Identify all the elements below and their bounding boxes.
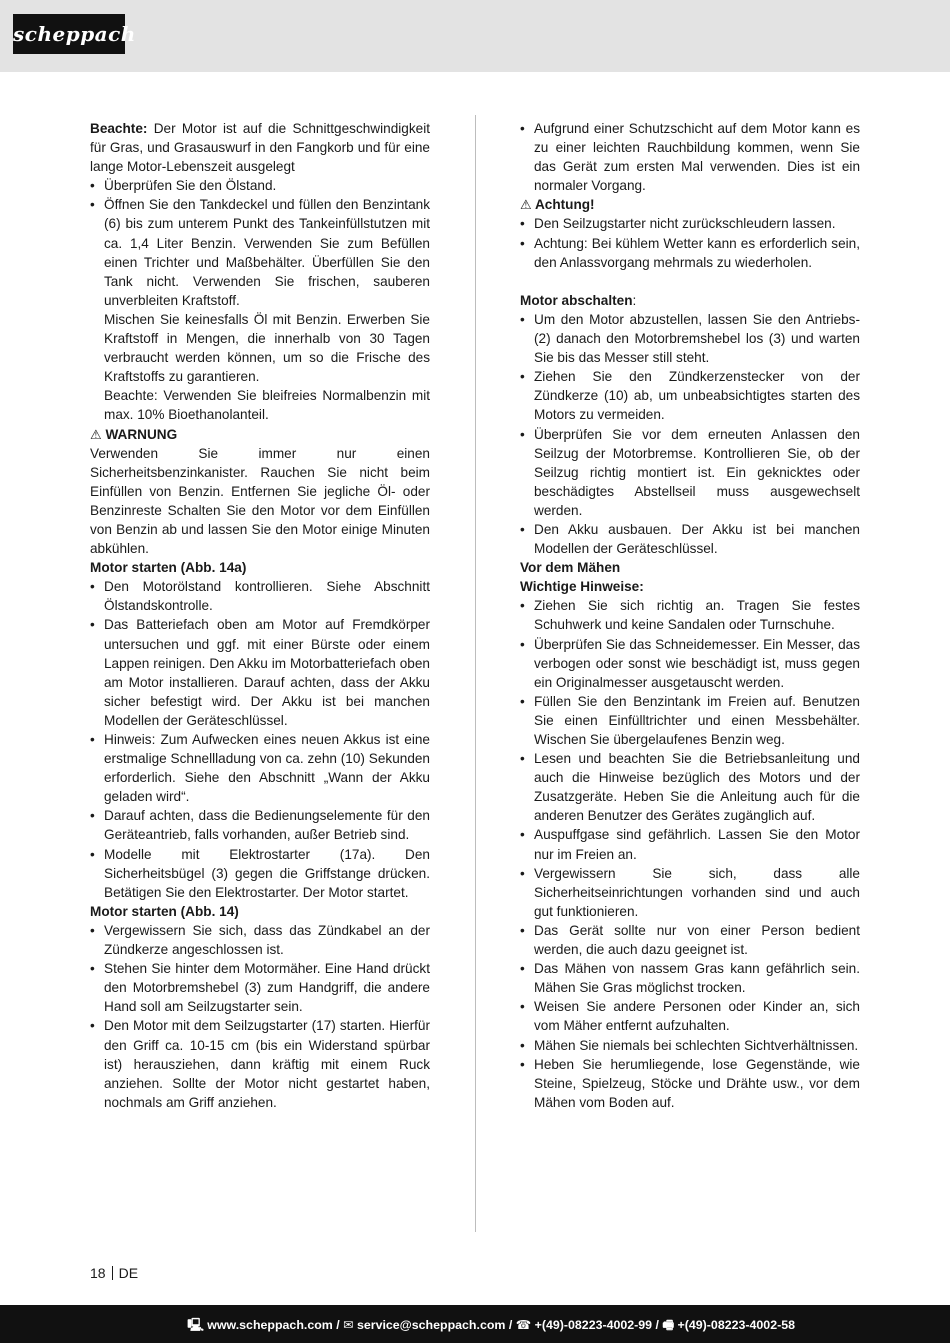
section-title-before-mowing: Vor dem Mähen [520, 560, 621, 576]
list-item: • Auspuffgase sind gefährlich. Lassen Sie den Motor nur im Freien an. [520, 825, 860, 863]
list-item: • Ziehen Sie den Zündkerzenstecker von der Zündkerze (10) ab, um unbeabsichtigtes starten des Motors zu vermeiden. [520, 367, 860, 424]
section-title-stop [520, 291, 860, 310]
list-item: • Heben Sie herumliegende, lose Gegenstände, wie Steine, Spielzeug, Stöcke und Drähte usw., vor dem Mähen vom Boden auf. [520, 1055, 860, 1112]
warning-text: Verwenden Sie immer nur einen Sicherheitsbenzinkanister. Rauchen Sie nicht beim Einfüllen von Benzin. Entfernen Sie jegliche Öl- oder Benzinreste Schalten Sie den Motor vor dem Einfüllen von Benzin ab und lassen Sie den Motor einige Minuten abkühlen. [90, 445, 430, 557]
warning-icon: ⚠ [90, 426, 102, 442]
list-item: • Den Motorölstand kontrollieren. Siehe Abschnitt Ölstandskontrolle. [90, 577, 430, 615]
note-label: Beachte: [90, 121, 148, 136]
section-title-hints: Wichtige Hinweise: [520, 579, 644, 595]
column-divider [475, 115, 476, 1232]
right-column [520, 119, 860, 1112]
fuel-continuation: Mischen Sie keinesfalls Öl mit Benzin. Erwerben Sie Kraftstoff in Mengen, die innerhalb von 30 Tagen verbraucht werden können, um so die Frische des Kraftstoffs zu garantieren. [104, 311, 430, 385]
list-item: • Vergewissern Sie sich, dass alle Sicherheitseinrichtungen vorhanden sind und auch gut funktionieren. [520, 864, 860, 921]
warning-title: WARNUNG [105, 426, 178, 442]
list-item: • Weisen Sie andere Personen oder Kinder an, sich vom Mäher entfernt aufzuhalten. [520, 997, 860, 1035]
list-item: • Ziehen Sie sich richtig an. Tragen Sie festes Schuhwerk und keine Sandalen oder Turnschuhe. [520, 596, 860, 634]
list-item: • Achtung: Bei kühlem Wetter kann es erforderlich sein, den Anlassvorgang mehrmals zu wiederholen. [520, 234, 860, 272]
list-item: • Aufgrund einer Schutzschicht auf dem Motor kann es zu einer leichten Rauchbildung kommen, wenn Sie das Gerät zum ersten Mal verwenden. Dies ist ein normaler Vorgang. [520, 119, 860, 195]
list-item: • Das Gerät sollte nur von einer Person bedient werden, die auch dazu geeignet ist. [520, 921, 860, 959]
start-14-list [90, 921, 430, 1112]
stop-list [520, 310, 860, 558]
section-title-start-14: Motor starten (Abb. 14) [90, 903, 239, 919]
left-column [90, 119, 430, 1112]
list-item: • Öffnen Sie den Tankdeckel und füllen den Benzintank (6) bis zum unterem Punkt des Tankeinfüllstutzen mit ca. 1,4 Liter Benzin. Verwenden Sie zum Befüllen einen Trichter und Maßbehälter. Überfüllen Sie den Tank nicht. Verwenden Sie frischen, sauberen unverbleiten Kraftstoff. [90, 195, 430, 310]
list-item: • Das Mähen von nassem Gras kann gefährlich sein. Mähen Sie Gras möglichst trocken. [520, 959, 860, 997]
stop-colon: : [632, 292, 637, 308]
list-item: • Das Batteriefach oben am Motor auf Fremdkörper untersuchen und ggf. mit einer Bürste oder einem Lappen reinigen. Den Akku im Motorbatteriefach oben am Motor installieren. Darauf achten, dass der Akku sicher befestigt wird. Der Akku ist bei manchen Modellen der Geräteschlüssel. [90, 615, 430, 730]
page-footer [0, 1305, 950, 1343]
list-item: • Mähen Sie niemals bei schlechten Sichtverhältnissen. [520, 1036, 860, 1055]
list-item: • Den Seilzugstarter nicht zurückschleudern lassen. [520, 214, 860, 233]
caution-list [520, 214, 860, 271]
contact-line: 🖳 www.scheppach.com / ✉ service@scheppach.com / ☎ +(49)-08223-4002-99 / 🖷 +(49)-08223-4002-58 [187, 1318, 795, 1332]
stop-title: Motor abschalten [520, 292, 633, 308]
engine-note [90, 119, 430, 176]
list-item: • Stehen Sie hinter dem Motormäher. Eine Hand drückt den Motorbremshebel (3) zum Handgriff, die andere Hand soll am Seilzugstarter sein. [90, 959, 430, 1016]
list-item: • Überprüfen Sie den Ölstand. [90, 176, 430, 195]
list-item: • Überprüfen Sie das Schneidemesser. Ein Messer, das verbogen oder sonst wie beschädigt ist, muss gegen ein Originalmesser ausgetauscht werden. [520, 635, 860, 692]
list-item: • Darauf achten, dass die Bedienungselemente für den Geräteantrieb, falls vorhanden, außer Betrieb sind. [90, 806, 430, 844]
caution-heading [520, 195, 860, 214]
page-number-separator [112, 1266, 113, 1280]
page-header [0, 0, 950, 72]
start-14a-list [90, 577, 430, 902]
page-number-value: 18 [90, 1265, 106, 1281]
list-item: • Füllen Sie den Benzintank im Freien auf. Benutzen Sie einen Einfülltrichter und einen Messbehälter. Wischen Sie übergelaufenes Benzin weg. [520, 692, 860, 749]
note-text: Der Motor ist auf die Schnittgeschwindigkeit für Gras, und Grasauswurf in den Fangkorb und für eine lange Motor-Lebenszeit ausgelegt [90, 121, 430, 175]
warning-icon: ⚠ [520, 197, 532, 213]
warning-heading [90, 425, 430, 444]
list-item: • Modelle mit Elektrostarter (17a). Den Sicherheitsbügel (3) gegen die Griffstange drücken. Betätigen Sie den Elektrostarter. Der Motor startet. [90, 845, 430, 902]
fuel-note: Beachte: Verwenden Sie bleifreies Normalbenzin mit max. 10% Bioethanolanteil. [104, 388, 430, 423]
list-item: • Um den Motor abzustellen, lassen Sie den Antriebs- (2) danach den Motorbremshebel los (3) und warten Sie bis das Messer still steht. [520, 310, 860, 367]
list-item: • Vergewissern Sie sich, dass das Zündkabel an der Zündkerze angeschlossen ist. [90, 921, 430, 959]
intro-list [520, 119, 860, 195]
section-title-start-14a: Motor starten (Abb. 14a) [90, 560, 247, 576]
list-item: • Den Motor mit dem Seilzugstarter (17) starten. Hierfür den Griff ca. 10-15 cm (bis ein Widerstand spürbar ist) herausziehen, dann kräftig mit einem Ruck anziehen. Sollte der Motor nicht gestartet haben, nochmals am Griff anziehen. [90, 1016, 430, 1111]
page-number [90, 1265, 138, 1281]
scheppach-logo: scheppach [13, 14, 125, 54]
list-item: • Lesen und beachten Sie die Betriebsanleitung und auch die Hinweise bezüglich des Motors und der Zusatzgeräte. Heben Sie die Anleitung auch für die anderen Benutzer des Gerätes zugänglich auf. [520, 749, 860, 825]
list-item: • Den Akku ausbauen. Der Akku ist bei manchen Modellen der Geräteschlüssel. [520, 520, 860, 558]
list-item: • Hinweis: Zum Aufwecken eines neuen Akkus ist eine erstmalige Schnellladung von ca. zehn (10) Sekunden erforderlich. Siehe den Abschnitt „Wann der Akku geladen wird“. [90, 730, 430, 806]
hints-list [520, 596, 860, 1112]
list-item: • Überprüfen Sie vor dem erneuten Anlassen den Seilzug der Motorbremse. Kontrollieren Sie, ob der Seilzug richtig montiert ist. Ein geknicktes oder beschädigtes Abstellseil muss ausgewechselt werden. [520, 425, 860, 520]
language-code: DE [118, 1265, 139, 1281]
fuel-list [90, 176, 430, 310]
caution-title: Achtung! [534, 197, 595, 213]
